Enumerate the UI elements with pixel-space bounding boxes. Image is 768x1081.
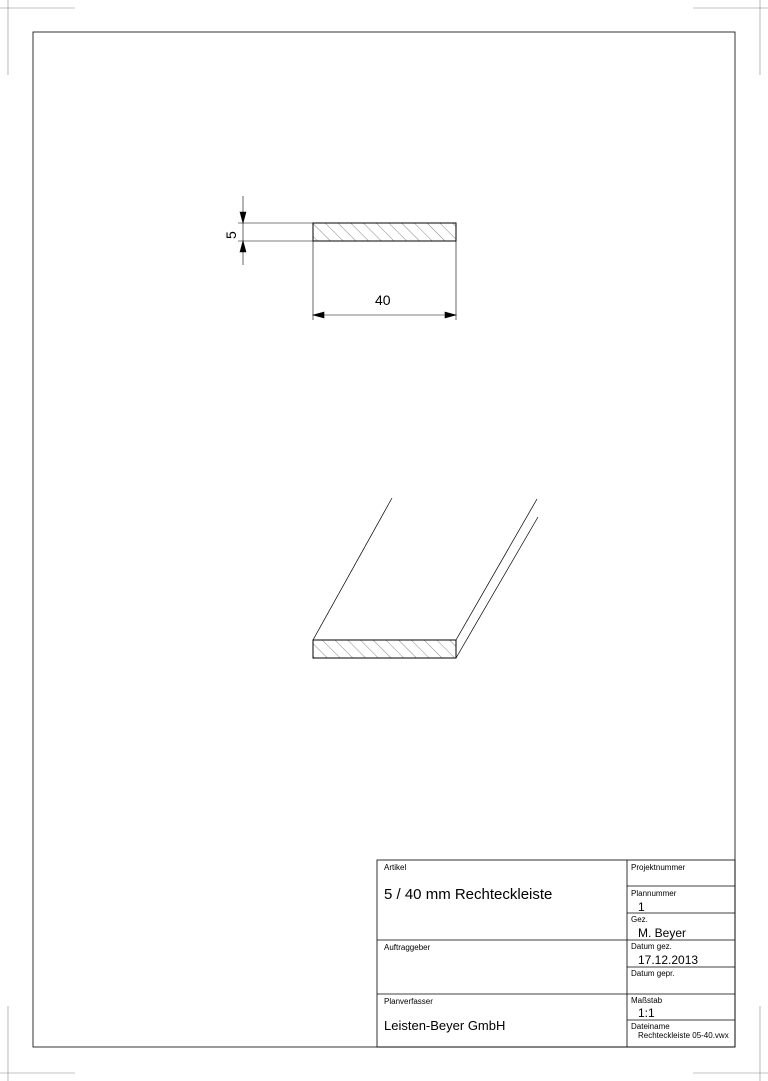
cross-section-front	[313, 223, 456, 241]
artikel-label: Artikel	[384, 863, 407, 872]
gez-label: Gez.	[631, 915, 648, 924]
datum-gez-label: Datum gez.	[631, 942, 672, 951]
massstab-label: Maßstab	[631, 996, 663, 1005]
planverfasser-label: Planverfasser	[384, 997, 433, 1006]
datum-gepr-label: Datum gepr.	[631, 969, 675, 978]
dateiname-value: Rechteckleiste 05-40.vwx	[638, 1031, 729, 1040]
dimension-width-label: 40	[375, 292, 391, 308]
dimension-height	[238, 196, 313, 265]
planverfasser-value: Leisten-Beyer GmbH	[384, 1018, 506, 1033]
plannummer-label: Plannummer	[631, 889, 677, 898]
datum-gez-value: 17.12.2013	[638, 953, 699, 967]
massstab-value: 1:1	[638, 1006, 655, 1020]
artikel-value: 5 / 40 mm Rechteckleiste	[384, 886, 553, 903]
gez-value: M. Beyer	[638, 926, 687, 940]
projektnummer-label: Projektnummer	[631, 863, 686, 872]
isometric-view	[313, 498, 538, 658]
cross-section-iso	[313, 640, 456, 658]
auftraggeber-label: Auftraggeber	[384, 943, 431, 952]
plannummer-value: 1	[638, 900, 645, 914]
dimension-height-label: 5	[223, 231, 239, 239]
dateiname-label: Dateiname	[631, 1022, 670, 1031]
dimension-width	[313, 241, 456, 320]
